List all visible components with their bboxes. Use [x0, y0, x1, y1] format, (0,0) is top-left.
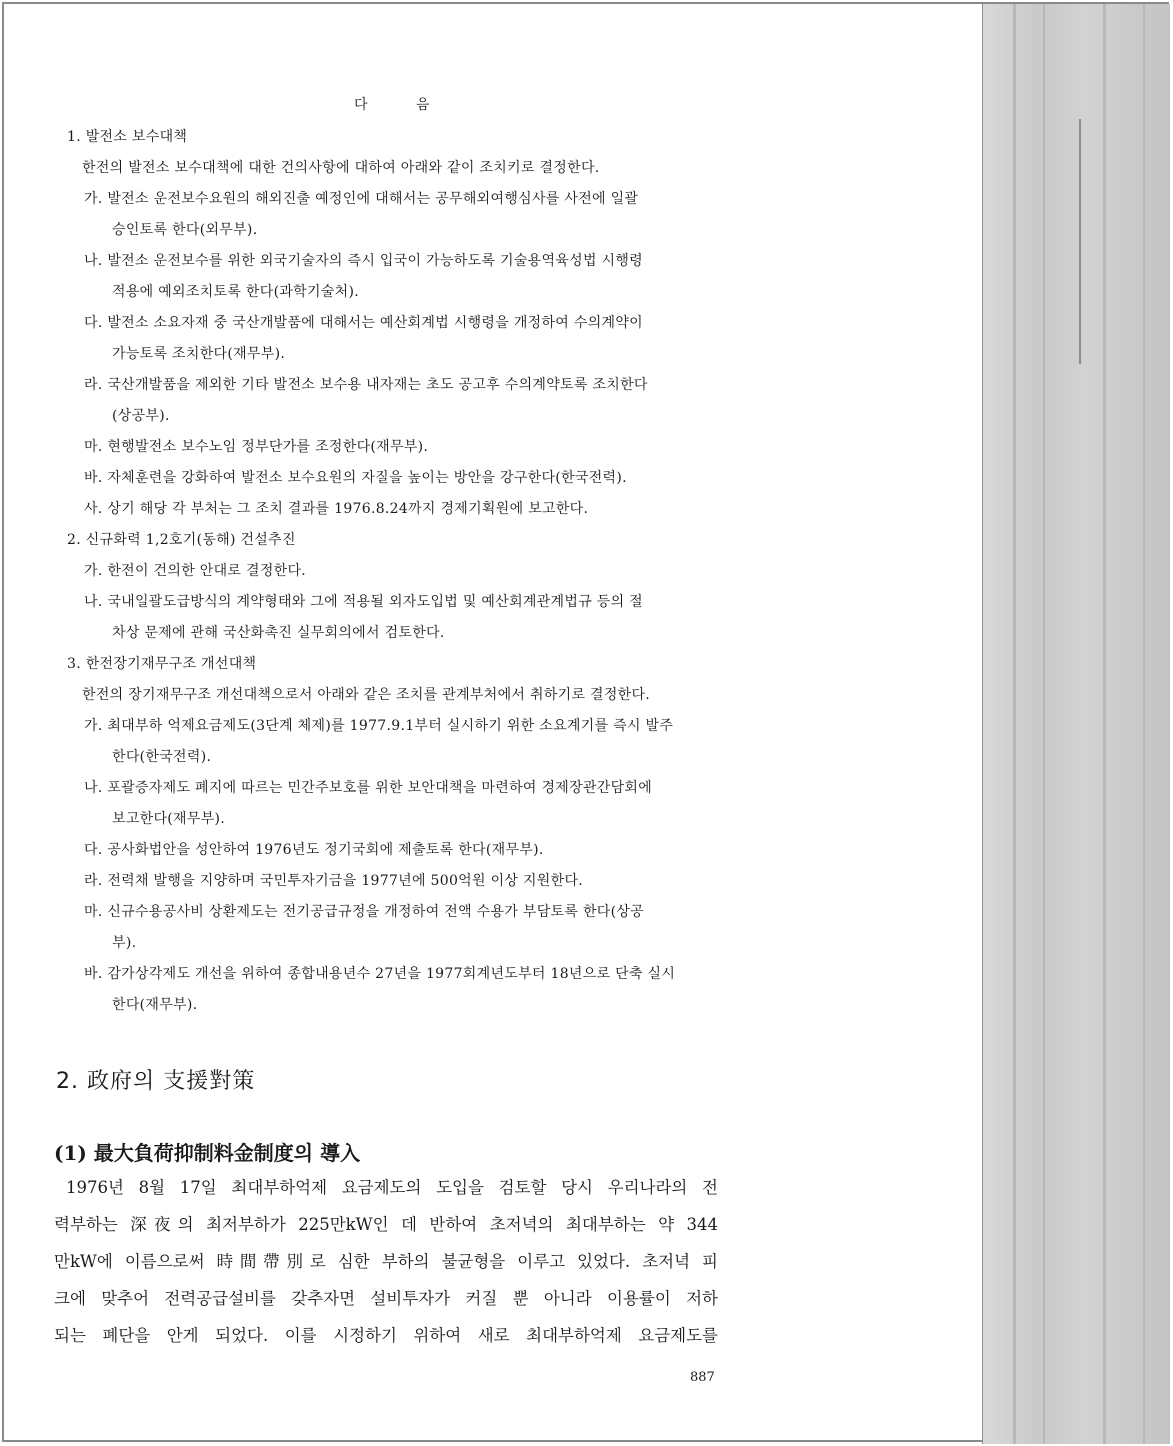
section-title: 3. 한전장기재무구조 개선대책	[67, 656, 257, 672]
paragraph-line: 되는 폐단을 안게 되었다. 이를 시정하기 위하여 새로 최대부하억제 요금제도를	[54, 1326, 718, 1345]
list-item: 마. 현행발전소 보수노임 정부단가를 조정한다(재무부).	[84, 439, 429, 455]
paragraph-line: 크에 맞추어 전력공급설비를 갖추자면 설비투자가 커질 뿐 아니라 이용률이 저하	[54, 1289, 718, 1308]
line-continuation: 차상 문제에 관해 국산화촉진 실무회의에서 검토한다.	[112, 625, 445, 641]
paragraph-line: 1976년 8월 17일 최대부하억제 요금제도의 도입을 검토할 당시 우리나라의 전	[66, 1178, 718, 1197]
list-item: 라. 전력채 발행을 지양하며 국민투자기금을 1977년에 500억원 이상 지원한다.	[84, 873, 584, 889]
line-continuation: 부).	[112, 935, 137, 951]
list-item: 마. 신규수용공사비 상환제도는 전기공급규정을 개정하여 전액 수용가 부담토록 한다(상공	[84, 904, 644, 920]
list-item: 가. 한전이 건의한 안대로 결정한다.	[84, 563, 307, 579]
paragraph-line: 력부하는 深夜의 최저부하가 225만kW인 데 반하여 초저녁의 최대부하는 약 344	[54, 1215, 718, 1234]
section-title: 2. 신규화력 1,2호기(동해) 건설추진	[67, 532, 296, 548]
paragraph-line: 만kW에 이름으로써 時間帶別로 심한 부하의 불균형을 이루고 있었다. 초저녁 피	[54, 1252, 718, 1271]
section-heading: 2. 政府의 支援對策	[56, 1069, 256, 1094]
edge-mark	[1079, 119, 1081, 364]
list-item: 나. 포괄증자제도 폐지에 따르는 민간주보호를 위한 보안대책을 마련하여 경제장관간담회에	[84, 780, 653, 796]
center-heading: 다 음	[354, 97, 452, 113]
list-item: 다. 발전소 소요자재 중 국산개발품에 대해서는 예산회계법 시행령을 개정하여 수의계약이	[84, 315, 643, 331]
list-item: 가. 최대부하 억제요금제도(3단계 체제)를 1977.9.1부터 실시하기 위한 소요계기를 즉시 발주	[84, 718, 674, 734]
line-continuation: 적용에 예외조치토록 한다(과학기술처).	[112, 284, 359, 300]
list-item: 사. 상기 해당 각 부처는 그 조치 결과를 1976.8.24까지 경제기획원에 보고한다.	[84, 501, 589, 517]
line-continuation: 한다(재무부).	[112, 997, 198, 1013]
line-continuation: 보고한다(재무부).	[112, 811, 226, 827]
line-continuation: 한다(한국전력).	[112, 749, 212, 765]
list-item: 바. 자체훈련을 강화하여 발전소 보수요원의 자질을 높이는 방안을 강구한다(한국전력).	[84, 470, 627, 486]
line-continuation: 가능토록 조치한다(재무부).	[112, 346, 286, 362]
book-page-edge	[982, 4, 1170, 1444]
page-number: 887	[690, 1370, 715, 1385]
document-page	[4, 4, 982, 1444]
list-item: 다. 공사화법안을 성안하여 1976년도 정기국회에 제출토록 한다(재무부).	[84, 842, 544, 858]
section-title: 1. 발전소 보수대책	[67, 129, 188, 145]
line-continuation: 승인토록 한다(외무부).	[112, 222, 258, 238]
list-item: 한전의 장기재무구조 개선대책으로서 아래와 같은 조치를 관계부처에서 취하기로 결정한다.	[82, 687, 651, 703]
list-item: 가. 발전소 운전보수요원의 해외진출 예정인에 대해서는 공무해외여행심사를 사전에 일괄	[84, 191, 639, 207]
page-frame	[2, 2, 1169, 1442]
list-item: 나. 국내일괄도급방식의 계약형태와 그에 적용될 외자도입법 및 예산회계관계법규 등의 절	[84, 594, 643, 610]
list-item: 나. 발전소 운전보수를 위한 외국기술자의 즉시 입국이 가능하도록 기술용역육성법 시행령	[84, 253, 643, 269]
list-item: 라. 국산개발품을 제외한 기타 발전소 보수용 내자재는 초도 공고후 수의계약토록 조치한다	[84, 377, 648, 393]
subsection-heading: (1) 最大負荷抑制料金制度의 導入	[54, 1141, 361, 1165]
list-item: 바. 감가상각제도 개선을 위하여 종합내용년수 27년을 1977회계년도부터 18년으로 단축 실시	[84, 966, 676, 982]
line-continuation: (상공부).	[112, 408, 170, 424]
list-item: 한전의 발전소 보수대책에 대한 건의사항에 대하여 아래와 같이 조치키로 결정한다.	[82, 160, 600, 176]
